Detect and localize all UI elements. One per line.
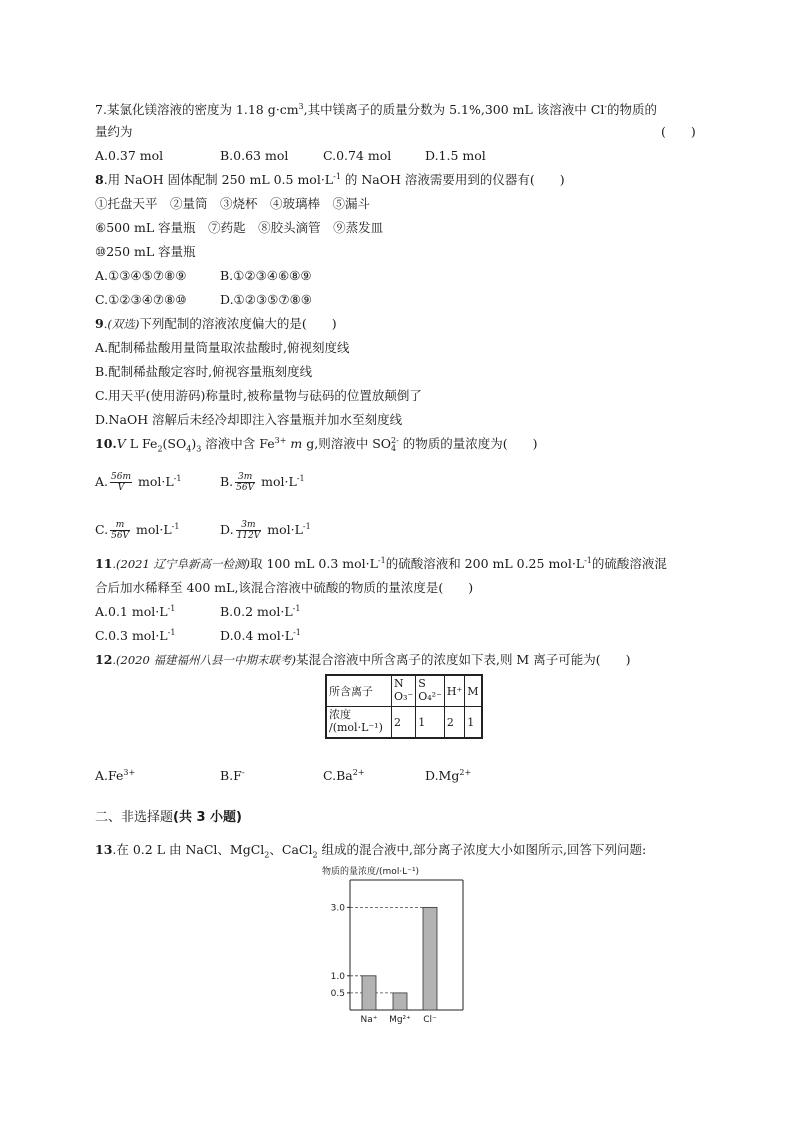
q10-option-d: D. $\frac{3m}{112V}$ $mol\cdot L^{-1}$ [220,520,311,541]
x-tick-label: Cl⁻ [423,1015,437,1025]
q9-option-a: A.配制稀盐酸用量筒量取浓盐酸时,俯视刻度线 [95,340,350,355]
q12-option-b: B.F- [220,767,245,783]
q8-stem: 8.用 NaOH 固体配制 250 mL 0.5 $mol\cdot L^{-1}$ 的 NaOH 溶液需要用到的仪器有( ) [95,171,565,187]
y-tick-label: 1.0 [330,971,345,982]
q8-option-d: D.①②③⑤⑦⑧⑨ [220,292,312,307]
q11-stem-line1: 11.(2021 辽宁阜新高一检测)取 100 mL 0.3 $mol\cdot L^{-1}$的硫酸溶液和 200 mL 0.25 $mol\cdot L^{-1}$的硫酸溶液混 [95,555,667,571]
q8-items-line2: ⑥500 mL 容量瓶 ⑦药匙 ⑧胶头滴管 ⑨蒸发皿 [95,220,384,235]
q9-option-c: C.用天平(使用游码)称量时,被称量物与砝码的位置放颠倒了 [95,388,422,403]
q13-stem: 13.在 0.2 L 由 NaCl、MgCl$_2$、CaCl$_2$ 组成的混合液中,部分离子浓度大小如图所示,回答下列问题: [95,842,647,860]
q12-option-d: $D.Mg^{2+}$ [425,767,472,783]
q12-stem: 12.(2020 福建福州八县一中期末联考)某混合溶液中所含离子的浓度如下表,则 M 离子可能为( ) [95,652,631,667]
q10-option-b: B. $\frac{3m}{56V}$ $mol\cdot L^{-1}$ [220,472,305,493]
q10-option-c: C. $\frac{m}{56V}$ $mol\cdot L^{-1}$ [95,520,180,541]
table-cell: M [465,675,482,707]
bar-3 [423,907,437,1010]
q7-option-a: A.0.37 mol [95,148,164,163]
table-cell: 1 [416,707,445,739]
bar-2 [393,993,407,1010]
table-cell: 2 [444,707,464,739]
q12-option-c: $C.Ba^{2+}$ [323,767,365,783]
q9-option-d: D.NaOH 溶解后未经冷却即注入容量瓶并加水至刻度线 [95,412,403,427]
q8-items-line3: ⑩250 mL 容量瓶 [95,244,196,259]
q7-stem-line1: 7.某氯化镁溶液的密度为 1.18 $g\cdot cm^3$,其中镁离子的质量分数为 5.1%,300 mL 该溶液中 Cl-的物质的 [95,101,658,117]
ion-concentration-table [325,674,483,739]
ion-concentration-chart [318,862,478,1030]
table-row [326,675,482,707]
q11-stem-line2: 合后加水稀释至 400 mL,该混合溶液中硫酸的物质的量浓度是( ) [95,580,474,595]
bar-1 [362,976,376,1010]
table-cell: H⁺ [444,675,464,707]
table-cell: 浓度 /(mol·L⁻¹) [326,707,392,739]
table-cell: S O₄²⁻ [416,675,445,707]
q9-stem: 9.(双选)下列配制的溶液浓度偏大的是( ) [95,316,337,331]
q8-items-line1: ①托盘天平 ②量筒 ③烧杯 ④玻璃棒 ⑤漏斗 [95,196,371,211]
q12-option-a: $A.Fe^{3+}$ [95,767,136,783]
y-axis-label: 物质的量浓度/(mol·L⁻¹) [322,867,420,877]
q8-option-c: C.①②③④⑦⑧⑩ [95,292,187,307]
table-row [326,707,482,739]
q11-option-b: B.0.2 $mol\cdot L^{-1}$ [220,603,301,619]
table-cell: 2 [392,707,416,739]
section-heading: 二、非选择题(共 3 小题) [95,810,242,825]
x-tick-label: Mg²⁺ [389,1015,411,1025]
q11-option-c: C.0.3 $mol\cdot L^{-1}$ [95,627,176,643]
q11-option-a: A.0.1 $mol\cdot L^{-1}$ [95,603,176,619]
table-cell: 1 [465,707,482,739]
q7-stem-line2: 量约为 [95,124,133,139]
q8-option-b: B.①②③④⑥⑧⑨ [220,268,312,283]
table-cell: N O₃⁻ [392,675,416,707]
y-tick-label: 0.5 [330,988,345,999]
q7-answer-bracket: ( ) [661,124,696,139]
table-cell: 所含离子 [326,675,392,707]
q7-option-d: D.1.5 mol [425,148,486,163]
q10-stem: 10.V L $Fe_2(SO_4)_3$ 溶液中含 $Fe^{3+}$ m g,则溶液中 SO 2- 4 的物质的量浓度为( ) [95,435,538,454]
q10-option-a: A. $\frac{56m}{V}$ $mol\cdot L^{-1}$ [95,472,182,493]
q7-option-c: C.0.74 mol [323,148,392,163]
q7-option-b: B.0.63 mol [220,148,289,163]
y-tick-label: 3.0 [330,903,345,914]
q11-option-d: D.0.4 $mol\cdot L^{-1}$ [220,627,301,643]
x-tick-label: Na⁺ [360,1015,378,1025]
q9-option-b: B.配制稀盐酸定容时,俯视容量瓶刻度线 [95,364,313,379]
q8-option-a: A.①③④⑤⑦⑧⑨ [95,268,187,283]
bar-chart-svg [318,862,478,1030]
